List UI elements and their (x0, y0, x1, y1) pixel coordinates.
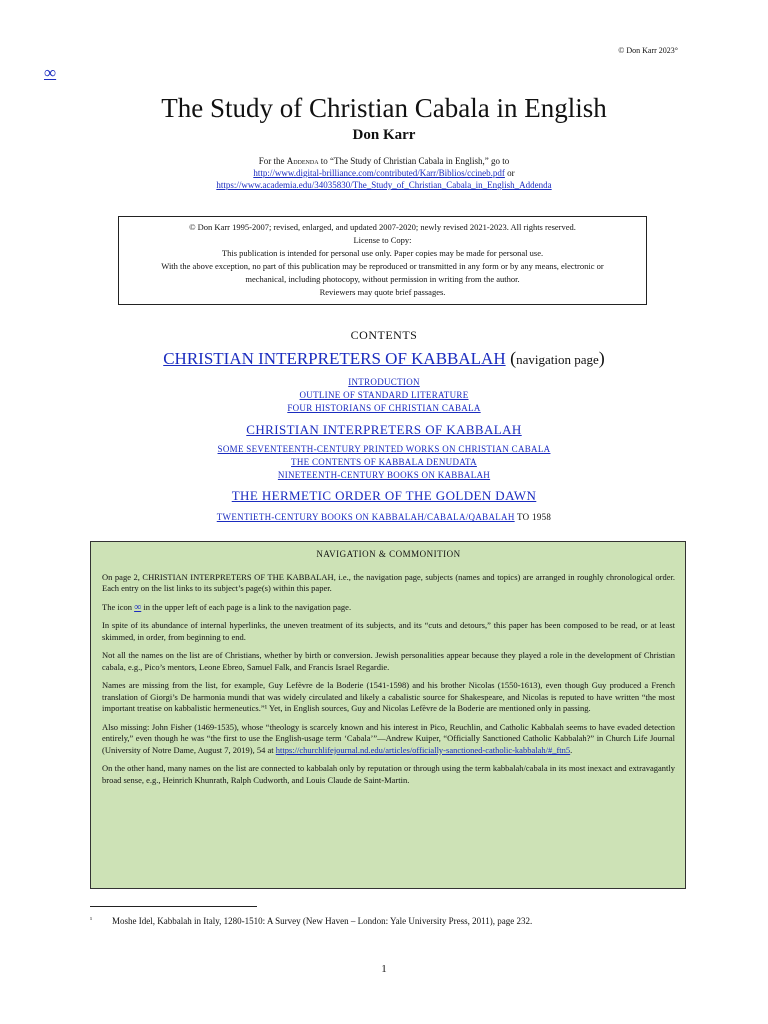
document-title: The Study of Christian Cabala in English (161, 93, 607, 123)
page-number: 1 (381, 963, 387, 975)
toc-big-1 (0, 421, 768, 439)
license-line: Reviewers may quote brief passages. (319, 287, 446, 297)
contents-heading: CONTENTS (350, 328, 418, 342)
nav-box-paragraph: On page 2, CHRISTIAN INTERPRETERS OF THE KABBALAH, i.e., the navigation page, subjects (names and topics) are arranged in roughly chronological order. Each entry on the list links to its subject’s page(s) within this paper. (102, 571, 675, 593)
navigation-commonition-box (90, 541, 686, 889)
license-line: mechanical, including photocopy, without permission in writing from the author. (245, 274, 520, 284)
toc-group-3 (0, 511, 768, 524)
fisher-text: Also missing: John Fisher (1469-1535), whose “theology is scarcely known and his interest in Pico, Reuchlin, and Catholic Kabbalah seems to have evaded detection entirely,” even though he was “the first to use the English-usage term ‘Cabala’”—Andrew Kuiper, “Officially Sanctioned Catholic Kabbalah?” in Church Life Journal (University of Notre Dame, August 7, 2019), 54 at (102, 721, 675, 755)
toc-group-1 (0, 376, 768, 415)
header-copyright: © Don Karr 2023° (618, 46, 678, 55)
toc-link-introduction[interactable]: INTRODUCTION (348, 377, 420, 387)
icon-sentence-prefix: The icon (102, 601, 132, 612)
document-author: Don Karr (352, 127, 416, 143)
nav-box-paragraph: Names are missing from the list, for example, Guy Lefèvre de la Boderie (1541-1598) and his brother Nicolas (1550-1613), even though Guy produced a French translation of Giorgi’s De harmonia mundi that was widely circulated and likely a cabalistic source for Shakespeare, and Nicolas is reputed to have written “the most important treatise on kabbalistic hermeneutics.”¹ Yet, in English sources, Guy and Nicolas Lefèvre de la Boderie are mentioned only in passing. (102, 680, 675, 713)
nav-box-paragraph-icon (102, 602, 675, 614)
toc-link-nineteenth-century[interactable]: NINETEENTH-CENTURY BOOKS ON KABBALAH (277, 470, 491, 480)
addenda-link-digital-brilliance[interactable]: http://www.digital-brilliance.com/contributed/Karr/Biblios/ccineb.pdf (253, 168, 505, 178)
license-line: © Don Karr 1995-2007; revised, enlarged, and updated 2007-2020; newly revised 2021-2023. All rights reserved. (189, 222, 576, 232)
addenda-link-academia[interactable]: https://www.academia.edu/34035830/The_Study_of_Christian_Cabala_in_English_Addenda (216, 180, 552, 190)
nav-box-paragraph: On the other hand, many names on the list are connected to kabbalah only by reputation or through using the term kabbalah/cabala in its most inexact and extravagantly broad sense, e.g., Heinrich Khunrath, Ralph Cudworth, and Louis Claude de Saint-Martin. (102, 763, 675, 785)
footnote-text: Moshe Idel, Kabbalah in Italy, 1280-1510: A Survey (New Haven – London: Yale University Press, 2011), page 232. (112, 916, 533, 926)
addenda-middle: to “The Study of Christian Cabala in English,” go to (320, 156, 510, 166)
navigation-infinity-icon[interactable]: ∞ (44, 63, 57, 82)
contents-main-row (0, 348, 768, 369)
toc-link-navigation-page[interactable]: CHRISTIAN INTERPRETERS OF KABBALAH (163, 349, 506, 368)
toc-group-2 (0, 443, 768, 482)
open-paren: ( (510, 348, 517, 368)
footnote (90, 916, 690, 926)
toc-link-outline[interactable]: OUTLINE OF STANDARD LITERATURE (299, 390, 469, 400)
nav-box-paragraph: In spite of its abundance of internal hyperlinks, the uneven treatment of its subjects, and its “cuts and detours,” this paper has been composed to be read, or at least skimmed, in order, from beginning to end. (102, 620, 675, 642)
toc-link-christian-interpreters[interactable]: CHRISTIAN INTERPRETERS OF KABBALAH (246, 422, 522, 437)
toc-link-four-historians[interactable]: FOUR HISTORIANS OF CHRISTIAN CABALA (287, 403, 481, 413)
license-line: License to Copy: (353, 235, 412, 245)
addenda-word: Addenda (286, 156, 319, 166)
addenda-note (0, 155, 768, 191)
close-paren: ) (598, 348, 605, 368)
license-line: This publication is intended for personal use only. Paper copies may be made for personal use. (221, 248, 544, 258)
addenda-prefix: For the (258, 156, 285, 166)
toc-big-2 (0, 487, 768, 505)
toc-suffix-1958: TO 1958 (517, 512, 552, 522)
toc-link-golden-dawn[interactable]: THE HERMETIC ORDER OF THE GOLDEN DAWN (231, 488, 537, 503)
addenda-or: or (507, 168, 515, 178)
footnote-divider (90, 906, 257, 907)
footnote-mark: ¹ (90, 916, 93, 924)
license-line: With the above exception, no part of this publication may be reproduced or transmitted in any form or by any means, electronic or (161, 261, 604, 271)
nav-box-paragraph: Not all the names on the list are of Christians, whether by birth or conversion. Jewish personalities appear because they played a role in the development of Christian cabala, e.g., Pico’s mentors, Leone Ebreo, Samuel Falk, and Francis Israel Regardie. (102, 650, 675, 672)
toc-link-seventeenth-century[interactable]: SOME SEVENTEENTH-CENTURY PRINTED WORKS ON CHRISTIAN CABALA (217, 444, 551, 454)
nav-box-title: NAVIGATION & COMMONITION (316, 549, 461, 559)
nav-box-paragraph-link (102, 722, 675, 757)
fisher-text-end: . (570, 744, 573, 755)
church-life-journal-link[interactable]: https://churchlifejournal.nd.edu/articles/officially-sanctioned-catholic-kabbalah/#_ftn5 (275, 744, 571, 755)
icon-sentence-suffix: in the upper left of each page is a link to the navigation page. (143, 601, 352, 612)
inline-infinity-icon[interactable]: ∞ (134, 601, 142, 613)
license-box (118, 216, 647, 305)
toc-link-twentieth-century[interactable]: TWENTIETH-CENTURY BOOKS ON KABBALAH/CABALA/QABALAH (216, 512, 515, 522)
toc-link-kabbala-denudata[interactable]: THE CONTENTS OF KABBALA DENUDATA (291, 457, 477, 467)
navigation-page-note: navigation page (516, 352, 599, 367)
